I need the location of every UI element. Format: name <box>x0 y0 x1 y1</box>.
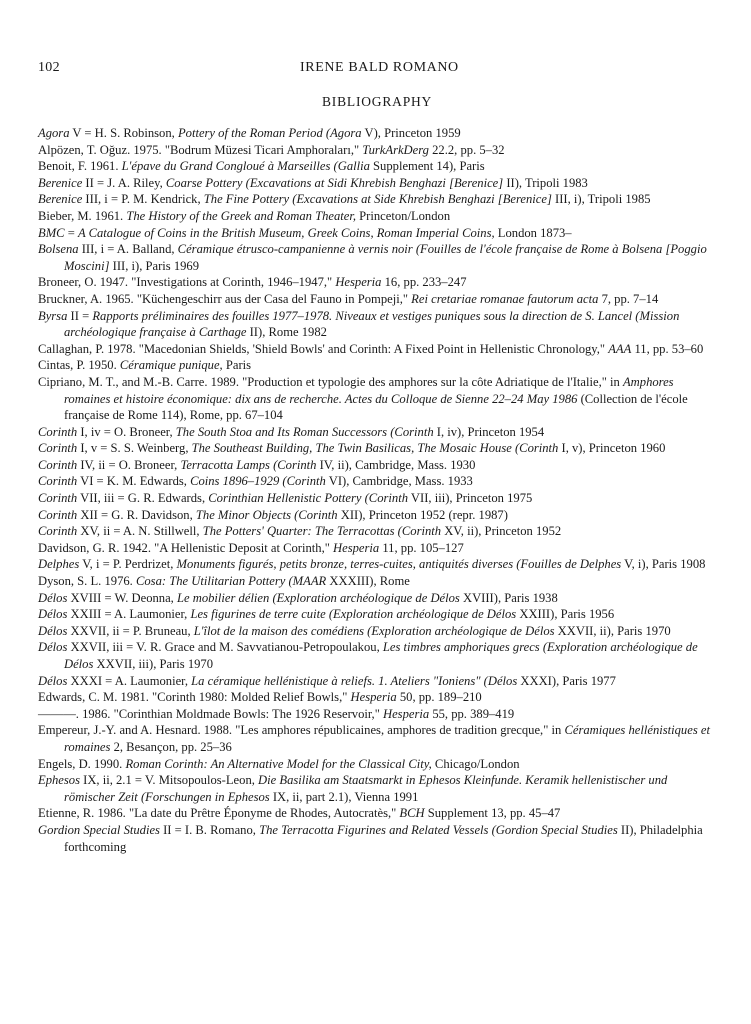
text-run: 16, pp. 233–247 <box>381 275 467 290</box>
text-run: Broneer, O. 1947. "Investigations at Corinth, 1946–1947," <box>38 275 336 290</box>
text-run: XXXIII), Rome <box>326 574 410 589</box>
text-run: III, i = A. Balland, <box>78 242 178 257</box>
text-run: IX, ii, 2.1 = V. Mitsopoulos-Leon, <box>79 773 259 788</box>
italic-text-run: Corinth <box>38 441 78 456</box>
bibliography-entry <box>38 623 718 640</box>
bibliography-entry <box>38 158 718 175</box>
text-run: II), Tripoli 1983 <box>503 175 588 190</box>
text-run: XII), Princeton 1952 (repr. 1987) <box>337 507 508 522</box>
text-run: II), Rome 1982 <box>246 325 327 340</box>
text-run: V = H. S. Robinson, <box>69 126 178 140</box>
italic-text-run: Bolsena <box>38 242 79 257</box>
text-run: XXVII, ii), Paris 1970 <box>554 623 671 638</box>
italic-text-run: Agora <box>38 126 70 140</box>
italic-text-run: Céramique punique, <box>119 358 223 373</box>
text-run: XXVII, iii), Paris 1970 <box>93 657 214 671</box>
italic-text-run: TurkArkDerg <box>362 142 429 157</box>
italic-text-run: The South Stoa and Its Roman Successors (Corinth <box>175 424 434 439</box>
italic-text-run: The History of the Greek and Roman Theater, <box>126 208 357 223</box>
text-run: I, v), Princeton 1960 <box>558 441 666 456</box>
italic-text-run: Monuments figurés, petits bronze, terres-cuites, antiquités diverses (Fouilles de Delphes <box>176 557 622 572</box>
italic-text-run: Corinth <box>38 474 78 489</box>
text-run: Paris <box>222 358 252 373</box>
text-run: I, iv = O. Broneer, <box>77 424 176 439</box>
text-run: IX, ii, part 2.1), Vienna 1991 <box>269 789 419 804</box>
italic-text-run: Les figurines de terre cuite (Exploration archéologique de Délos <box>190 607 517 622</box>
bibliography-entry <box>38 673 718 690</box>
bibliography-entry <box>38 341 718 358</box>
bibliography-entry <box>38 822 718 855</box>
italic-text-run: The Southeast Building, The Twin Basilicas, The Mosaic House (Corinth <box>191 441 559 456</box>
italic-text-run: Hesperia <box>333 540 380 555</box>
text-run: IV, ii), Cambridge, Mass. 1930 <box>316 457 476 472</box>
italic-text-run: Corinth <box>38 507 78 522</box>
text-run: Bruckner, A. 1965. "Küchengeschirr aus der Casa del Fauno in Pompeji," <box>38 291 412 306</box>
section-title: BIBLIOGRAPHY <box>322 94 433 109</box>
text-run: I, v = S. S. Weinberg, <box>77 441 192 456</box>
italic-text-run: Die Basilika am Staatsmarkt in Ephesos Kleinfunde. Keramik hellenistischer und römischer Zeit (Forschungen in Ephesos <box>64 773 668 804</box>
italic-text-run: Les timbres amphoriques grecs (Exploration archéologique de Délos <box>64 640 698 671</box>
text-run: XXIII = A. Laumonier, <box>67 607 191 622</box>
text-run: Cipriano, M. T., and M.-B. Carre. 1989. "Production et typologie des amphores sur la côte Adriatique de l'Italie," in <box>38 374 623 389</box>
text-run: III, i = P. M. Kendrick, <box>82 192 204 207</box>
text-run: V, i = P. Perdrizet, <box>79 557 177 572</box>
text-run: XVIII), Paris 1938 <box>459 590 558 605</box>
italic-text-run: Délos <box>38 673 68 688</box>
italic-text-run: Rapports préliminaires des fouilles 1977–1978. Niveaux et vestiges puniques sous la direction de S. Lancel (Mission archéologique française à Carthage <box>64 308 680 340</box>
text-run: XXXI), Paris 1977 <box>517 673 616 688</box>
bibliography-entry <box>38 590 718 607</box>
text-run: Davidson, G. R. 1942. "A Hellenistic Deposit at Corinth," <box>38 540 334 555</box>
text-run: XXVII, iii = V. R. Grace and M. Savvatianou-Petropoulakou, <box>67 640 383 655</box>
italic-text-run: Delphes <box>38 557 80 572</box>
text-run: XII = G. R. Davidson, <box>77 507 196 522</box>
bibliography-entry <box>38 225 718 242</box>
italic-text-run: L'îlot de la maison des comédiens (Exploration archéologique de Délos <box>193 623 555 638</box>
text-run: V, i), Paris 1908 <box>621 557 706 572</box>
italic-text-run: Terracotta Lamps (Corinth <box>180 457 317 472</box>
italic-text-run: A Catalogue of Coins in the British Museum, Greek Coins, Roman Imperial Coins, <box>78 225 495 240</box>
italic-text-run: Roman Corinth: An Alternative Model for the Classical City, <box>125 756 432 771</box>
text-run: Engels, D. 1990. <box>38 756 126 771</box>
italic-text-run: Gordion Special Studies <box>38 822 160 837</box>
italic-text-run: Pottery of the Roman Period (Agora <box>177 126 362 140</box>
bibliography-entry <box>38 689 718 706</box>
text-run: ———. 1986. "Corinthian Moldmade Bowls: The 1926 Reservoir," <box>38 706 383 721</box>
italic-text-run: Byrsa <box>38 308 68 323</box>
bibliography-entry <box>38 274 718 291</box>
text-run: 2, Besançon, pp. 25–36 <box>110 739 232 754</box>
bibliography-entry <box>38 357 718 374</box>
bibliography-entry <box>38 523 718 540</box>
bibliography-entry <box>38 291 718 308</box>
text-run: XVIII = W. Deonna, <box>67 590 177 605</box>
italic-text-run: Céramiques hellénistiques et romaines <box>64 723 710 754</box>
text-run: V), Princeton 1959 <box>361 126 461 140</box>
bibliography-entry <box>38 142 718 159</box>
bibliography-entry <box>38 556 718 573</box>
italic-text-run: L'épave du Grand Congloué à Marseilles (Gallia <box>121 159 370 174</box>
italic-text-run: Corinth <box>38 524 78 539</box>
text-run: 55, pp. 389–419 <box>429 706 515 721</box>
text-run: II), Philadelphia forthcoming <box>64 822 703 854</box>
text-run: Benoit, F. 1961. <box>38 159 122 174</box>
italic-text-run: Amphores romaines et histoire économique: dix ans de recherche. Actes du Colloque de Sienne 22–24 May 1986 <box>64 374 674 406</box>
text-run: (Collection de l'école française de Rome 114), Rome, pp. 67–104 <box>64 391 688 423</box>
italic-text-run: Hesperia <box>383 706 430 721</box>
bibliography-entry <box>38 606 718 623</box>
italic-text-run: Coarse Pottery (Excavations at Sidi Khrebish Benghazi [Berenice] <box>165 175 504 190</box>
text-run: Alpözen, T. Oğuz. 1975. "Bodrum Müzesi Ticari Amphoraları," <box>38 142 363 157</box>
italic-text-run: Corinth <box>38 424 78 439</box>
text-run: VI = K. M. Edwards, <box>77 474 191 489</box>
text-run: Supplement 13, pp. 45–47 <box>424 806 561 821</box>
text-run: Princeton/London <box>356 208 451 223</box>
bibliography-entry <box>38 424 718 441</box>
bibliography-entry <box>38 374 718 424</box>
text-run: Cintas, P. 1950. <box>38 358 120 373</box>
bibliography-entry <box>38 473 718 490</box>
italic-text-run: The Terracotta Figurines and Related Vessels (Gordion Special Studies <box>259 822 618 837</box>
italic-text-run: Corinthian Hellenistic Pottery (Corinth <box>208 491 409 506</box>
italic-text-run: Le mobilier délien (Exploration archéologique de Délos <box>176 590 460 605</box>
text-run: XV, ii), Princeton 1952 <box>441 524 562 539</box>
italic-text-run: Cosa: The Utilitarian Pottery (MAAR <box>135 574 327 589</box>
italic-text-run: Berenice <box>38 175 83 190</box>
text-run: XXIII), Paris 1956 <box>516 607 615 622</box>
italic-text-run: Délos <box>38 607 68 622</box>
text-run: IV, ii = O. Broneer, <box>77 457 181 472</box>
italic-text-run: Coins 1896–1929 (Corinth <box>190 474 326 489</box>
text-run: XXVII, ii = P. Bruneau, <box>67 623 194 638</box>
text-run: III, i), Paris 1969 <box>109 258 200 273</box>
italic-text-run: The Potters' Quarter: The Terracottas (Corinth <box>202 524 442 539</box>
text-run: VII, iii), Princeton 1975 <box>408 491 533 506</box>
text-run: III, i), Tripoli 1985 <box>551 192 651 207</box>
bibliography-entry <box>38 706 718 723</box>
text-run: 11, pp. 105–127 <box>379 540 464 555</box>
italic-text-run: Hesperia <box>335 275 382 290</box>
italic-text-run: Corinth <box>38 457 78 472</box>
italic-text-run: Corinth <box>38 491 78 506</box>
bibliography-entry <box>38 722 718 755</box>
bibliography-entry <box>38 540 718 557</box>
italic-text-run: BMC <box>38 225 65 240</box>
text-run: Supplement 14), Paris <box>369 159 485 174</box>
bibliography-entry <box>38 507 718 524</box>
text-run: Dyson, S. L. 1976. <box>38 574 136 589</box>
page-number: 102 <box>38 60 60 75</box>
bibliography-entry <box>38 639 718 672</box>
running-head: IRENE BALD ROMANO <box>300 60 459 75</box>
bibliography-entry <box>38 241 718 274</box>
text-run: VI), Cambridge, Mass. 1933 <box>325 474 473 489</box>
text-run: VII, iii = G. R. Edwards, <box>77 491 209 506</box>
bibliography-entry <box>38 772 718 805</box>
text-run: Chicago/London <box>431 756 520 771</box>
text-run: XV, ii = A. N. Stillwell, <box>77 524 203 539</box>
italic-text-run: Hesperia <box>350 690 397 705</box>
text-run: London 1873– <box>494 225 572 240</box>
text-run: 11, pp. 53–60 <box>631 341 704 356</box>
bibliography-entry <box>38 440 718 457</box>
bibliography-entry <box>38 191 718 208</box>
text-run: 50, pp. 189–210 <box>396 690 482 705</box>
italic-text-run: La céramique hellénistique à reliefs. 1. Ateliers "Ioniens" (Délos <box>191 673 518 688</box>
italic-text-run: Ephesos <box>38 773 80 788</box>
text-run: I, iv), Princeton 1954 <box>433 424 545 439</box>
italic-text-run: Délos <box>38 590 68 605</box>
italic-text-run: Céramique étrusco-campanienne à vernis noir (Fouilles de l'école française de Rome à Bolsena [Poggio Moscini] <box>64 242 707 273</box>
text-run: 22.2, pp. 5–32 <box>428 142 505 157</box>
bibliography-entry <box>38 756 718 773</box>
text-run: II = I. B. Romano, <box>159 822 260 837</box>
italic-text-run: The Minor Objects (Corinth <box>195 507 338 522</box>
text-run: Bieber, M. 1961. <box>38 208 127 223</box>
italic-text-run: The Fine Pottery (Excavations at Side Khrebish Benghazi [Berenice] <box>203 192 552 207</box>
text-run: Edwards, C. M. 1981. "Corinth 1980: Molded Relief Bowls," <box>38 690 351 705</box>
text-run: 7, pp. 7–14 <box>598 291 659 306</box>
bibliography-entry <box>38 125 718 142</box>
italic-text-run: Délos <box>38 623 68 638</box>
bibliography-entry <box>38 457 718 474</box>
text-run: II = <box>67 308 93 323</box>
italic-text-run: Délos <box>38 640 68 655</box>
text-run: II = J. A. Riley, <box>82 175 166 190</box>
italic-text-run: BCH <box>399 806 425 821</box>
bibliography-entry <box>38 573 718 590</box>
text-run: = <box>64 225 78 240</box>
bibliography-entry <box>38 308 718 341</box>
bibliography-entry <box>38 805 718 822</box>
text-run: XXXI = A. Laumonier, <box>67 673 192 688</box>
bibliography-list <box>38 125 718 855</box>
text-run: Etienne, R. 1986. "La date du Prêtre Éponyme de Rhodes, Autocratès," <box>38 806 400 821</box>
bibliography-entry <box>38 175 718 192</box>
italic-text-run: AAA <box>608 341 632 356</box>
italic-text-run: Berenice <box>38 192 83 207</box>
bibliography-entry <box>38 490 718 507</box>
italic-text-run: Rei cretariae romanae fautorum acta <box>411 291 599 306</box>
text-run: Empereur, J.-Y. and A. Hesnard. 1988. "Les amphores républicaines, amphores de tradition grecque," in <box>38 723 565 738</box>
bibliography-entry <box>38 208 718 225</box>
text-run: Callaghan, P. 1978. "Macedonian Shields, 'Shield Bowls' and Corinth: A Fixed Point in Hellenistic Chronology," <box>38 341 609 356</box>
